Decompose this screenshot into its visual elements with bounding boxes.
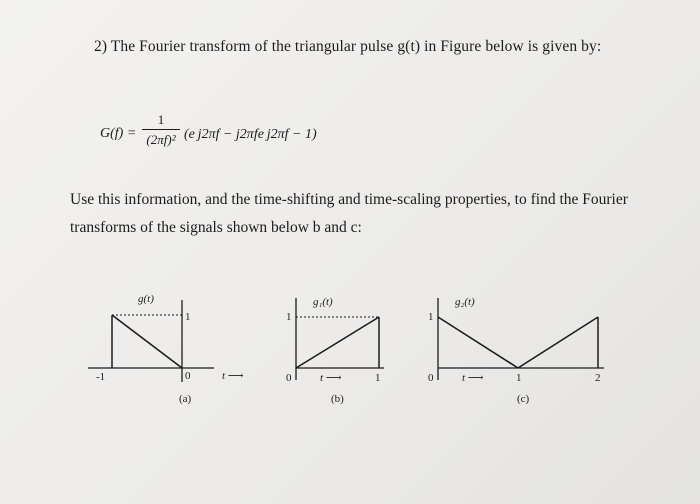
- fig-c-signal-label: g₂(t): [455, 296, 475, 308]
- fig-b-ramp: [296, 317, 379, 368]
- fig-c-x-one-label: 1: [516, 372, 522, 384]
- fig-a-caption: (a): [179, 393, 192, 405]
- formula-denominator: (2πf)²: [146, 132, 176, 147]
- fig-b-peak-label: 1: [286, 311, 292, 323]
- fig-c-x-zero-label: 0: [428, 372, 434, 384]
- question-text: 2) The Fourier transform of the triangular pulse g(t) in Figure below is given by:: [94, 38, 602, 55]
- fig-b-x-zero-label: 0: [286, 372, 292, 384]
- fig-a-x-left-label: -1: [96, 371, 106, 383]
- fig-a-peak-label: 1: [185, 311, 191, 323]
- fig-c-axis-label: t ⟶: [462, 372, 484, 384]
- figure-b: [286, 296, 384, 405]
- formula-numerator: 1: [142, 112, 180, 130]
- fig-c-caption: (c): [517, 393, 530, 405]
- instruction-text: Use this information, and the time-shifting and time-scaling properties, to find the Fourier transforms of the signals shown below b and c:: [70, 191, 628, 236]
- fig-a-axis-label: t ⟶: [222, 370, 244, 382]
- fig-c-rising-ramp: [518, 317, 598, 368]
- fig-c-x-two-label: 2: [595, 372, 601, 384]
- fig-a-x-zero-label: 0: [185, 370, 191, 382]
- fig-b-x-one-label: 1: [375, 372, 381, 384]
- figure-c: [428, 296, 604, 405]
- formula-rhs: (e j2πf − j2πfe j2πf − 1): [184, 127, 317, 142]
- fig-b-caption: (b): [331, 393, 344, 405]
- formula-lhs: G(f) =: [100, 126, 137, 141]
- fig-c-falling-ramp: [438, 317, 518, 368]
- fig-b-signal-label: g₁(t): [313, 296, 333, 308]
- figure-a: [88, 293, 244, 405]
- fig-b-axis-label: t ⟶: [320, 372, 342, 384]
- fig-a-ramp: [112, 315, 182, 368]
- fig-a-signal-label: g(t): [138, 293, 154, 305]
- fig-c-peak-label: 1: [428, 311, 434, 323]
